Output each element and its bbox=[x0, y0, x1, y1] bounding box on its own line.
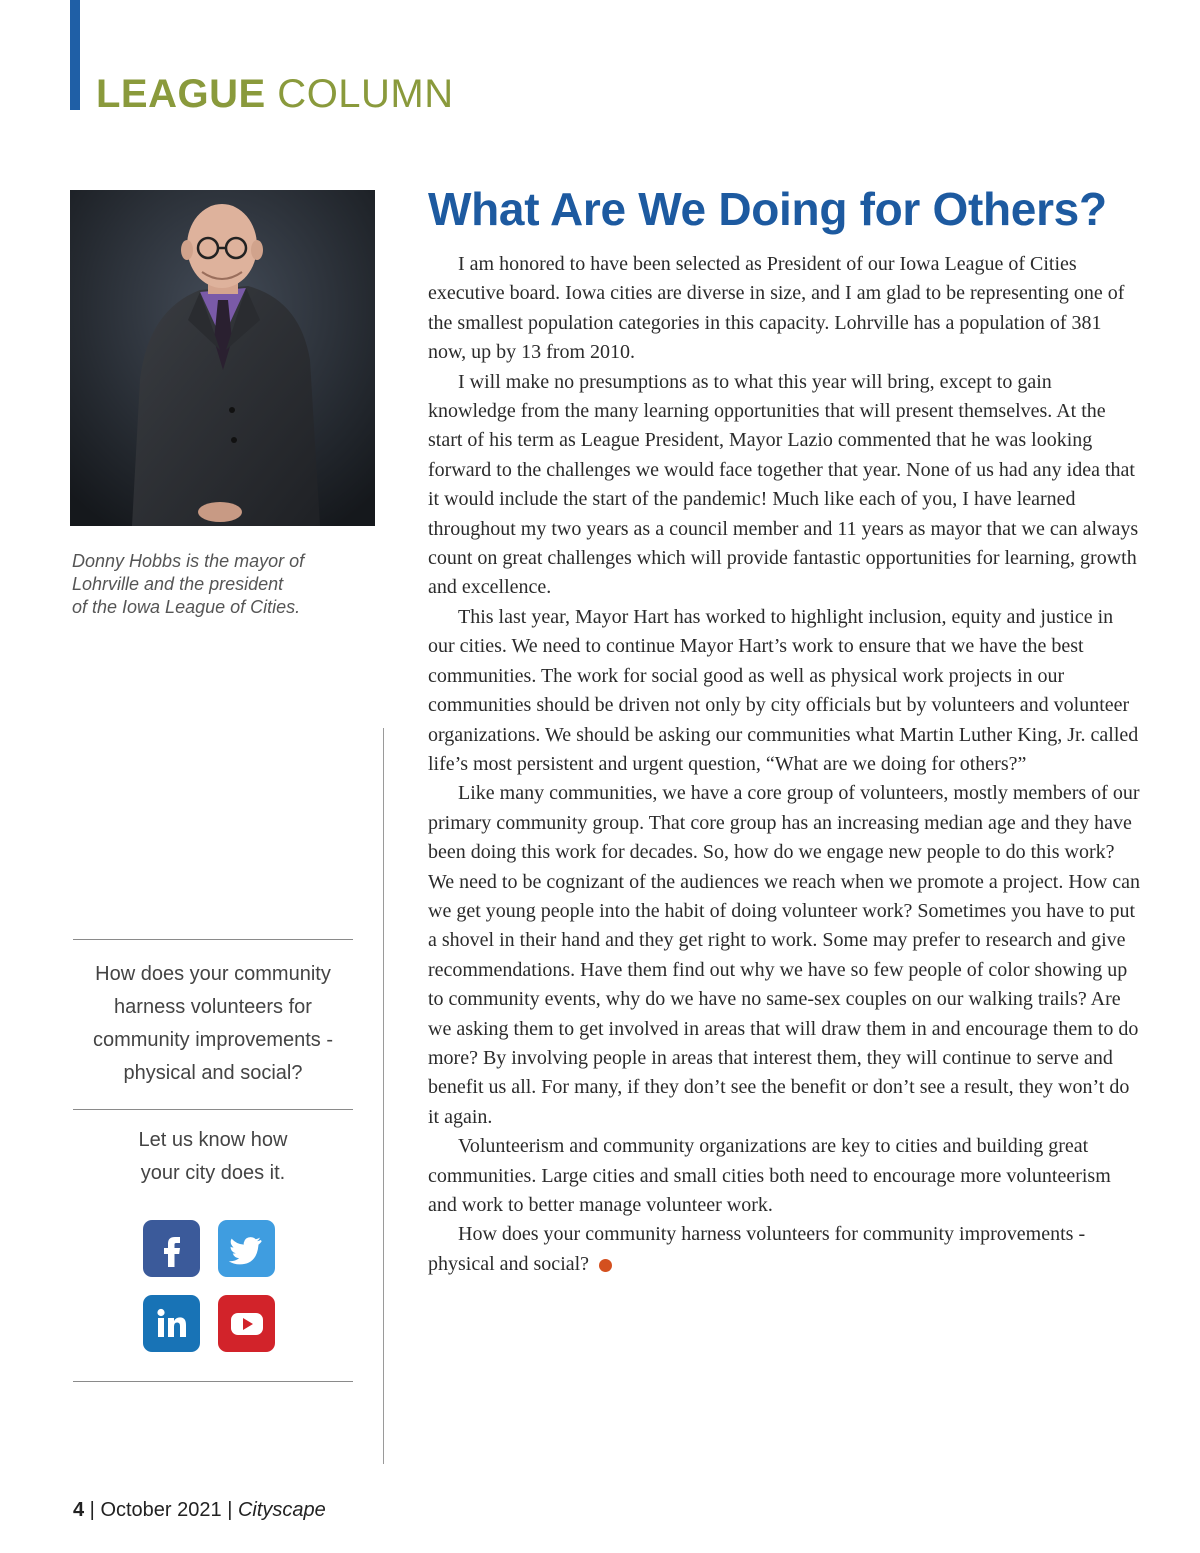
author-portrait bbox=[70, 190, 375, 526]
article-last-text: How does your community harness volunteers for community improvements - physical and social? bbox=[428, 1223, 1086, 1275]
article-paragraph-last bbox=[428, 1220, 1140, 1279]
sidebar-cta bbox=[73, 1124, 353, 1190]
sidebar-question bbox=[73, 958, 353, 1090]
page-footer bbox=[73, 1499, 326, 1522]
article-paragraph: This last year, Mayor Hart has worked to highlight inclusion, equity and justice in our cities. We need to continue Mayor Hart’s work to ensure that we have the best communities. The work for social good as well as physical work projects in our communities should be driven not only by city officials but by volunteers and volunteer organizations. We should be asking our communities what Martin Luther King, Jr. called life’s most persistent and urgent question, “What are we doing for others?” bbox=[428, 605, 1139, 775]
column-divider bbox=[383, 728, 384, 1464]
end-mark-icon bbox=[599, 1259, 612, 1272]
article-title: What Are We Doing for Others? bbox=[428, 183, 1107, 235]
page-number: 4 bbox=[73, 1499, 85, 1521]
facebook-icon[interactable] bbox=[143, 1220, 200, 1277]
sidebar-question-line: physical and social? bbox=[123, 1062, 303, 1084]
youtube-icon[interactable] bbox=[218, 1295, 275, 1352]
sidebar-question-line: How does your community bbox=[95, 963, 331, 985]
article-paragraph: Like many communities, we have a core group of volunteers, mostly members of our primary community group. That core group has an increasing median age and they have been doing this work for decades. So, how do we engage new people to do this work? We need to be cognizant of the audiences we reach when we promote a project. How can we get young people into the habit of doing volunteer work? Sometimes you have to put a shovel in their hand and they get right to work. Some may prefer to research and give recommendations. Have them find out why we have so few people of color showing up to community events, why do we have no same-sex couples on our walking trails? Are we asking them to get involved in areas that will draw them in and encourage them to do more? By involving people in areas that interest them, they will continue to serve and benefit us all. For many, if they don’t see the benefit or don’t see a result, they won’t do it again. bbox=[428, 782, 1140, 1128]
photo-caption bbox=[72, 550, 372, 619]
article-body bbox=[428, 250, 1140, 1279]
twitter-icon[interactable] bbox=[218, 1220, 275, 1277]
footer-separator: | bbox=[84, 1499, 101, 1521]
caption-line: of the Iowa League of Cities. bbox=[72, 597, 301, 617]
author-photo bbox=[70, 190, 375, 526]
section-label-rest: COLUMN bbox=[265, 72, 454, 116]
sidebar-cta-line: your city does it. bbox=[140, 1162, 286, 1184]
sidebar-question-line: community improvements - bbox=[92, 1029, 334, 1051]
caption-line: Donny Hobbs is the mayor of bbox=[72, 551, 305, 571]
article-paragraph: I will make no presumptions as to what this year will bring, except to gain knowledge from the many learning opportunities that will present themselves. At the start of his term as League President, Mayor Lazio commented that he was looking forward to the challenges we would face together that year. None of us had any idea that it would include the start of the pandemic! Much like each of you, I have learned throughout my two years as a council member and 11 years as mayor that we can always count on great challenges which will provide fantastic opportunities for learning, growth and excellence. bbox=[428, 370, 1139, 599]
section-label-bold: LEAGUE bbox=[96, 72, 266, 116]
sidebar-top-rule bbox=[73, 939, 353, 940]
section-label bbox=[96, 72, 454, 117]
footer-separator: | bbox=[221, 1499, 238, 1521]
caption-line: Lohrville and the president bbox=[72, 574, 284, 594]
magazine-name: Cityscape bbox=[237, 1499, 326, 1521]
linkedin-icon[interactable] bbox=[143, 1295, 200, 1352]
article-paragraph: I am honored to have been selected as President of our Iowa League of Cities executive board. Iowa cities are diverse in size, and I am glad to be representing one of the smallest population categories in this capacity. Lohrville has a population of 381 now, up by 13 from 2010. bbox=[428, 253, 1125, 364]
header-accent-bar bbox=[70, 0, 80, 110]
sidebar-bottom-rule bbox=[73, 1381, 353, 1382]
article-paragraph: Volunteerism and community organizations are key to cities and building great communities. Large cities and small cities both need to encourage more volunteerism and work to better manage volunteer work. bbox=[428, 1135, 1111, 1216]
issue-date: October 2021 bbox=[100, 1499, 222, 1521]
sidebar-middle-rule bbox=[73, 1109, 353, 1110]
sidebar-question-line: harness volunteers for bbox=[114, 996, 312, 1018]
sidebar-cta-line: Let us know how bbox=[138, 1129, 288, 1151]
